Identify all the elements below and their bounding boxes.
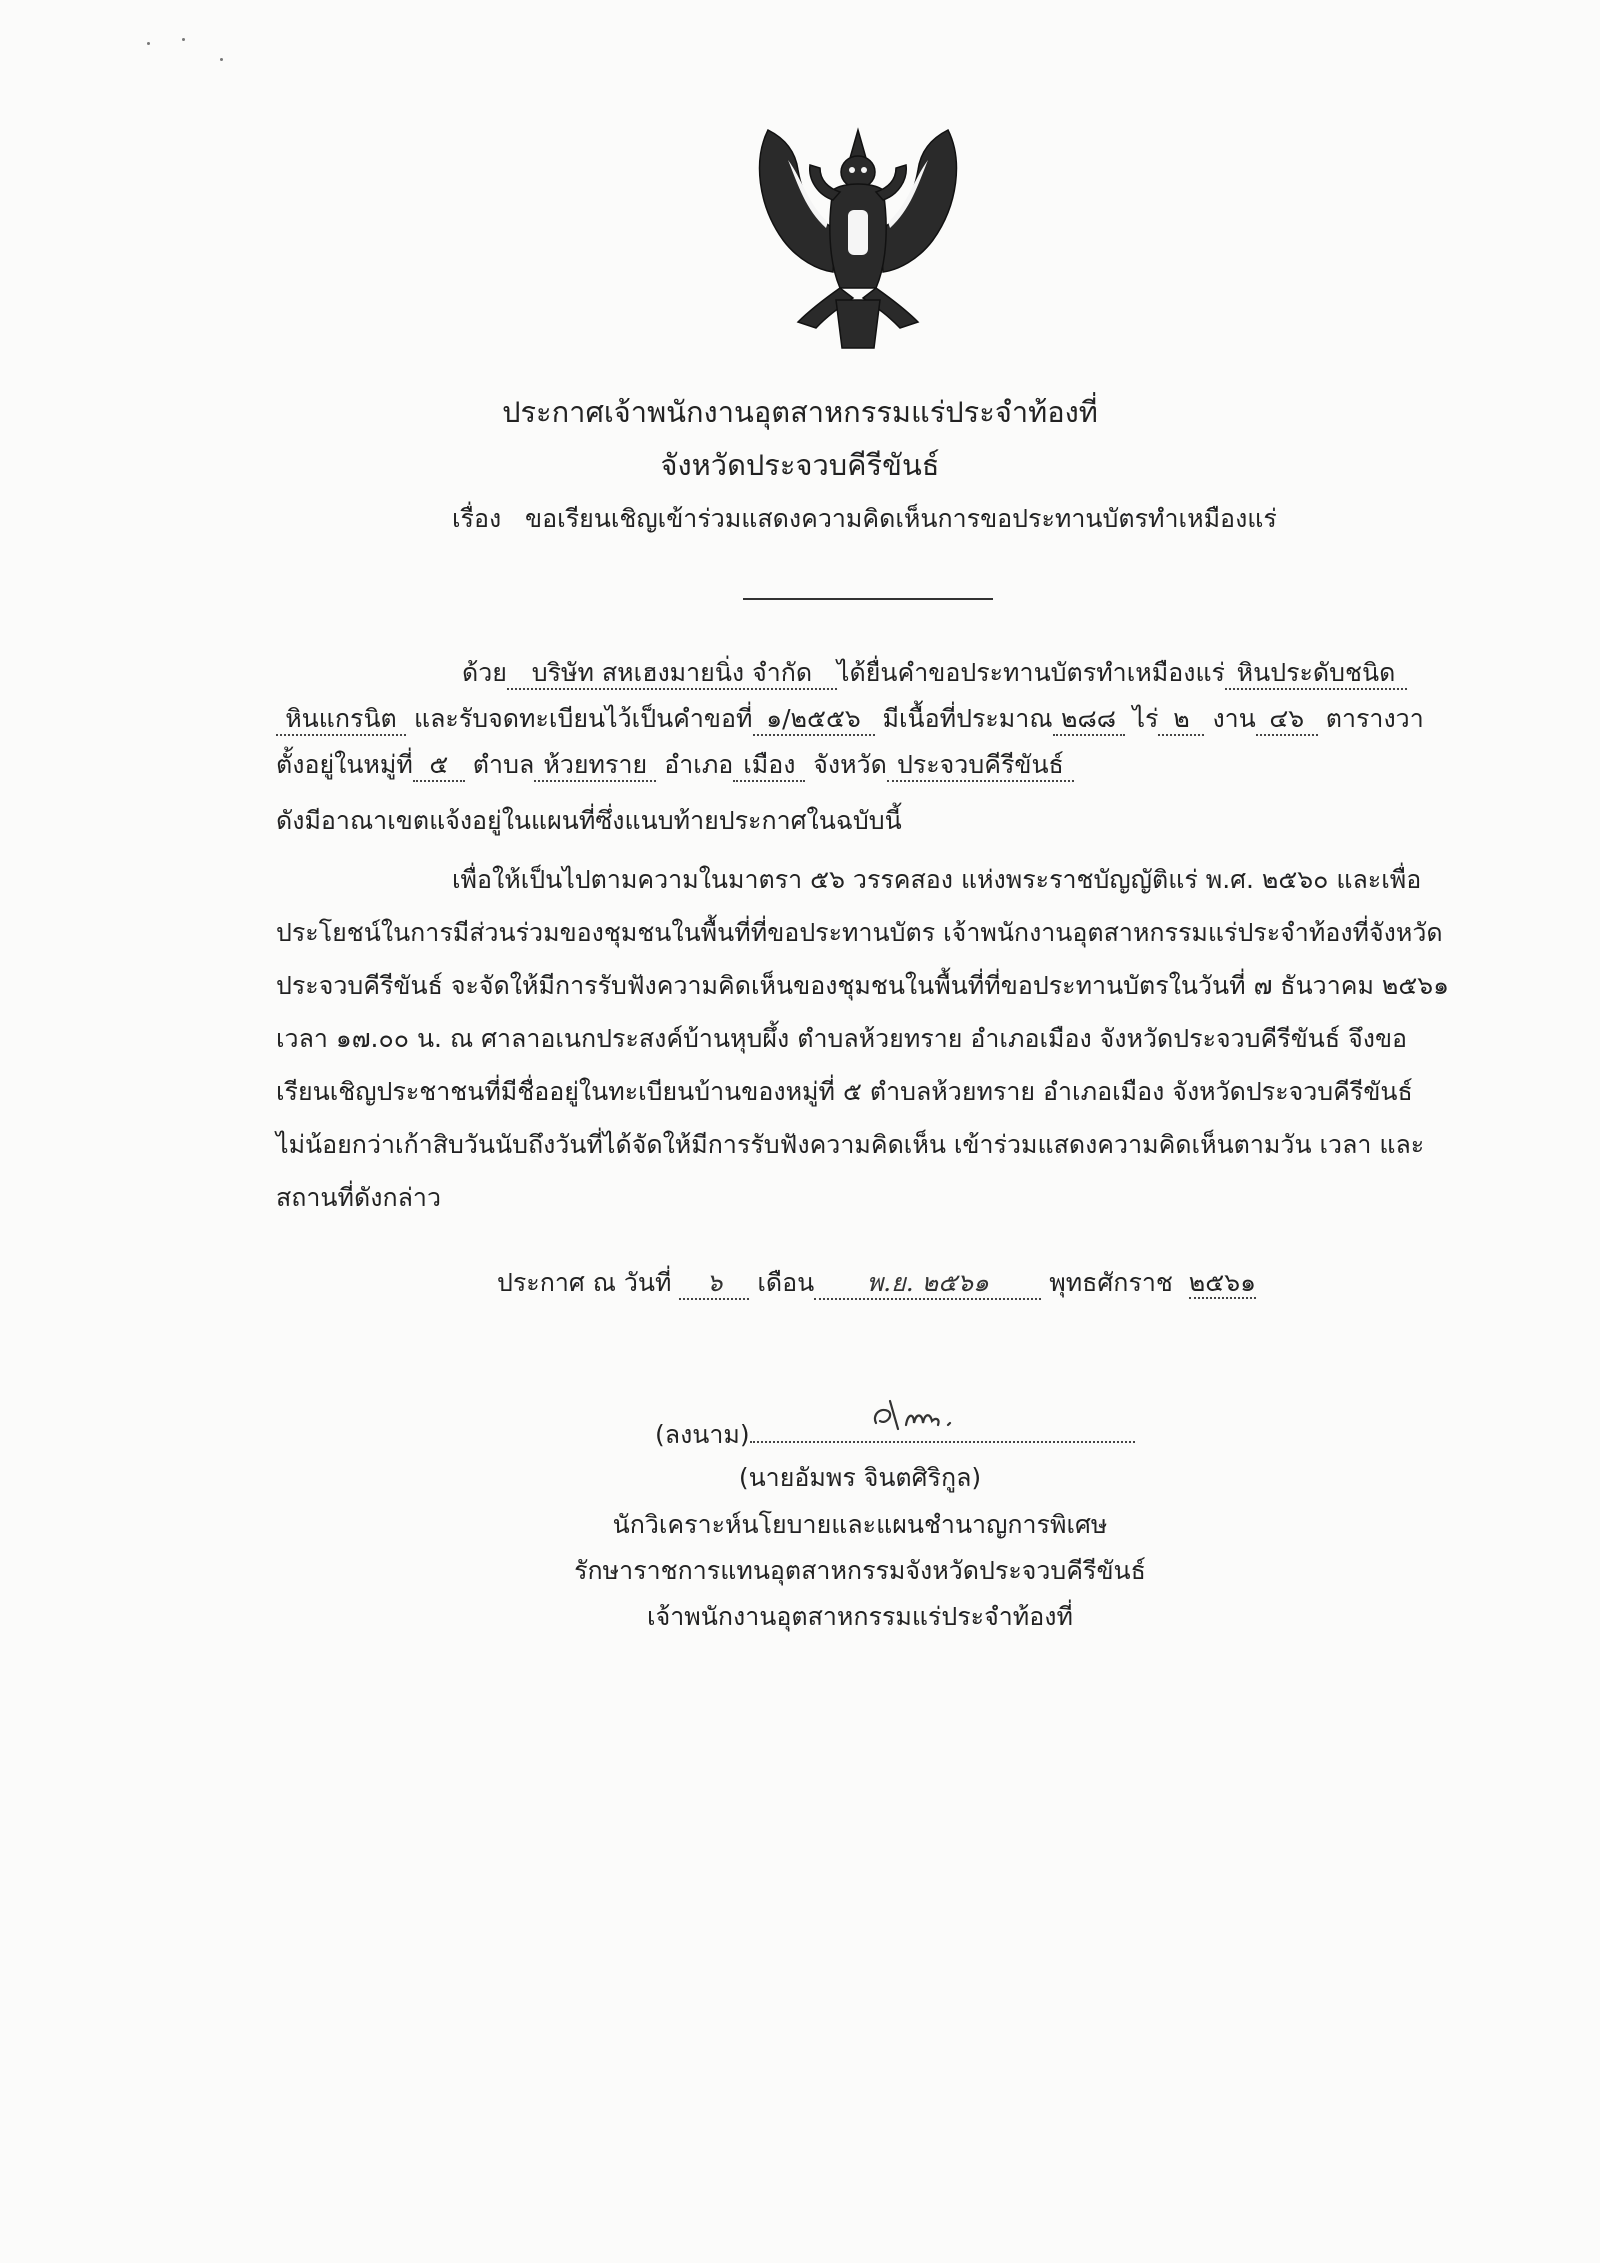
garuda-emblem bbox=[748, 110, 968, 355]
para2-line-3: ประจวบคีรีขันธ์ จะจัดให้มีการรับฟังความคิดเห็นของชุมชนในพื้นที่ที่ขอประทานบัตรในวันที่ ๗ ธันวาคม ๒๕๖๑ bbox=[276, 971, 1450, 1000]
scan-speck bbox=[220, 58, 223, 61]
announce-label: ประกาศ ณ วันที่ bbox=[497, 1268, 672, 1297]
by-label: ด้วย bbox=[462, 658, 507, 687]
subject-text: ขอเรียนเชิญเข้าร่วมแสดงความคิดเห็นการขอประทานบัตรทำเหมืองแร่ bbox=[525, 504, 1277, 533]
subject-line bbox=[452, 502, 1277, 536]
announce-month: พ.ย. ๒๕๖๑ bbox=[814, 1268, 1041, 1300]
signer-position-3: เจ้าพนักงานอุตสาหกรรมแร่ประจำท้องที่ bbox=[647, 1602, 1073, 1631]
para1-line-3 bbox=[276, 748, 1074, 782]
announce-year: ๒๕๖๑ bbox=[1188, 1268, 1256, 1297]
signer-position-2: รักษาราชการแทนอุตสาหกรรมจังหวัดประจวบคีรีขันธ์ bbox=[574, 1556, 1146, 1585]
para2-line-4: เวลา ๑๗.๐๐ น. ณ ศาลาอเนกประสงค์บ้านหุบผึ้ง ตำบลห้วยทราย อำเภอเมือง จังหวัดประจวบคีรีขันธ์ จึงขอ bbox=[276, 1024, 1408, 1053]
amphoe-label: อำเภอ bbox=[664, 750, 734, 779]
wa-field: ๔๖ bbox=[1256, 704, 1318, 736]
announce-line bbox=[497, 1266, 1256, 1300]
company-field: บริษัท สหเฮงมายนิ่ง จำกัด bbox=[507, 658, 837, 690]
request-no-field: ๑/๒๕๕๖ bbox=[753, 704, 875, 736]
para2-line-6: ไม่น้อยกว่าเก้าสิบวันนับถึงวันที่ได้จัดให้มีการรับฟังความคิดเห็น เข้าร่วมแสดงความคิดเห็นตามวัน เวลา และ bbox=[276, 1130, 1425, 1159]
boundary-text: ดังมีอาณาเขตแจ้งอยู่ในแผนที่ซึ่งแนบท้ายประกาศในฉบับนี้ bbox=[276, 806, 902, 835]
era-label: พุทธศักราช bbox=[1049, 1268, 1173, 1297]
mineral-field-1: หินประดับชนิด bbox=[1225, 658, 1407, 690]
para2-line-7: สถานที่ดังกล่าว bbox=[276, 1183, 441, 1212]
scan-speck bbox=[182, 38, 185, 41]
scan-speck bbox=[147, 42, 150, 45]
subject-label: เรื่อง bbox=[452, 504, 502, 533]
para2-line-1: เพื่อให้เป็นไปตามความในมาตรา ๕๖ วรรคสอง แห่งพระราชบัญญัติแร่ พ.ศ. ๒๕๖๐ และเพื่อ bbox=[452, 865, 1422, 894]
heading-divider bbox=[743, 598, 993, 600]
para1-line-2 bbox=[276, 702, 1424, 736]
ngan-label: งาน bbox=[1212, 704, 1256, 733]
announce-day: ๖ bbox=[679, 1268, 749, 1300]
para2-line-5: เรียนเชิญประชาชนที่มีชื่ออยู่ในทะเบียนบ้านของหมู่ที่ ๕ ตำบลห้วยทราย อำเภอเมือง จังหวัดประจวบคีรีขันธ์ bbox=[276, 1077, 1413, 1106]
submitted-text: ได้ยื่นคำขอประทานบัตรทำเหมืองแร่ bbox=[836, 658, 1225, 687]
village-field: ๕ bbox=[413, 750, 465, 782]
para2-line-2: ประโยชน์ในการมีส่วนร่วมของชุมชนในพื้นที่ที่ขอประทานบัตร เจ้าพนักงานอุตสาหกรรมแร่ประจำท้องที่จังหวัด bbox=[276, 918, 1443, 947]
province-label: จังหวัด bbox=[813, 750, 887, 779]
amphoe-field: เมือง bbox=[733, 750, 805, 782]
mineral-field-2: หินแกรนิต bbox=[276, 704, 406, 736]
rai-field: ๒๘๘ bbox=[1053, 704, 1125, 736]
area-text: มีเนื้อที่ประมาณ bbox=[882, 704, 1053, 733]
province-field: ประจวบคีรีขันธ์ bbox=[887, 750, 1074, 782]
tambon-label: ตำบล bbox=[472, 750, 535, 779]
heading-line-1: ประกาศเจ้าพนักงานอุตสาหกรรมแร่ประจำท้องที่ bbox=[502, 395, 1098, 429]
heading-line-2: จังหวัดประจวบคีรีขันธ์ bbox=[660, 448, 940, 482]
wa-label: ตารางวา bbox=[1325, 704, 1424, 733]
ngan-field: ๒ bbox=[1158, 704, 1204, 736]
sign-label: (ลงนาม) bbox=[655, 1420, 750, 1449]
signer-name: (นายอัมพร จินตศิริกูล) bbox=[738, 1463, 982, 1492]
signer-position-1: นักวิเคราะห์นโยบายและแผนชำนาญการพิเศษ bbox=[612, 1510, 1108, 1539]
tambon-field: ห้วยทราย bbox=[534, 750, 656, 782]
month-label: เดือน bbox=[757, 1268, 815, 1297]
para1-line-1 bbox=[462, 656, 1407, 690]
registered-text: และรับจดทะเบียนไว้เป็นคำขอที่ bbox=[413, 704, 753, 733]
rai-label: ไร่ bbox=[1132, 704, 1159, 733]
handwritten-signature bbox=[868, 1395, 978, 1435]
village-label: ตั้งอยู่ในหมู่ที่ bbox=[276, 750, 413, 779]
